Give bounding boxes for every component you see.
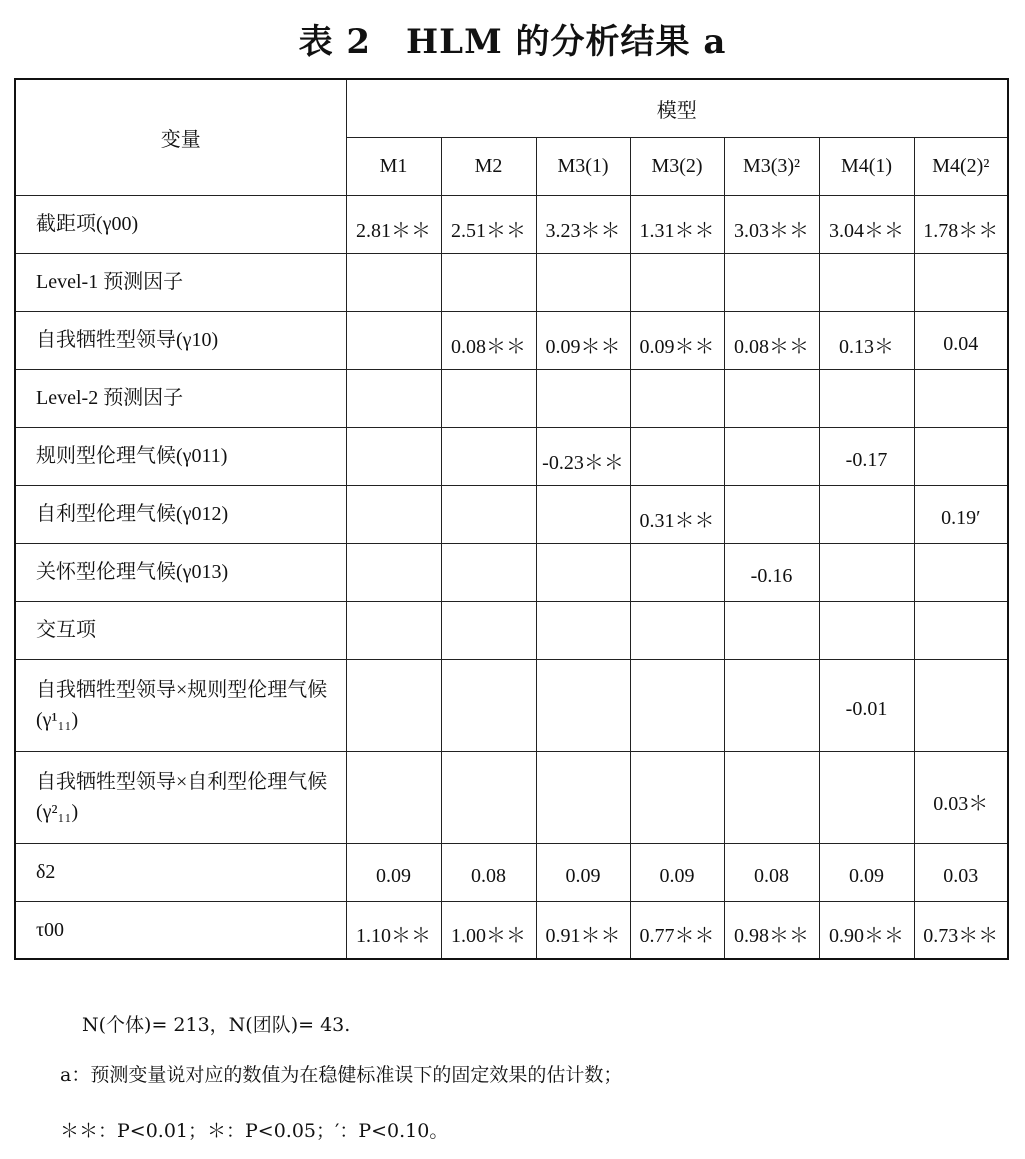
table-cell [630,195,724,253]
table-cell [346,485,441,543]
table-cell [630,843,724,901]
table-cell [724,601,819,659]
table-cell [914,369,1008,427]
table-cell [819,427,914,485]
table-cell [536,843,630,901]
cell-value: 2.81＊＊ [356,219,431,242]
table-cell [536,369,630,427]
table-cell [914,427,1008,485]
model-column-header: M3(2) [630,137,724,195]
model-column-header: M4(2)² [914,137,1008,195]
table-cell [914,543,1008,601]
footnote-significance: ＊＊：P<0.01；＊：P<0.05；′：P<0.10。 [60,1120,449,1142]
table-cell [441,659,536,751]
table-cell [914,195,1008,253]
cell-value: -0.23＊＊ [542,451,624,474]
cell-value: 1.78＊＊ [923,219,999,242]
cell-value: 0.09 [565,864,601,887]
table-cell [630,253,724,311]
table-cell [536,427,630,485]
cell-value: 0.98＊＊ [734,925,809,948]
table-row [15,543,1008,601]
model-column-header: M3(1) [536,137,630,195]
table-row [15,427,1008,485]
cell-value: 0.03＊ [933,792,989,815]
table-cell [346,369,441,427]
table-cell [914,485,1008,543]
table-cell [914,659,1008,751]
row-label: Level-2 预测因子 [15,369,346,427]
table-cell [724,253,819,311]
table-cell [346,901,441,959]
row-label: 交互项 [15,601,346,659]
cell-value: 0.08＊＊ [734,335,809,358]
cell-value: 3.23＊＊ [545,219,621,242]
cell-value: 0.91＊＊ [545,925,621,948]
table-cell [441,427,536,485]
row-label: Level-1 预测因子 [15,253,346,311]
cell-value: 0.19′ [941,506,981,529]
row-label: 自我牺牲型领导(γ10) [15,311,346,369]
table-cell [536,485,630,543]
cell-value: 0.09＊＊ [545,335,621,358]
row-label: 规则型伦理气候(γ011) [15,427,346,485]
table-cell [346,659,441,751]
model-header: 模型 [346,79,1008,137]
table-cell [536,751,630,843]
cell-value: 0.09 [659,864,695,887]
table-cell [914,253,1008,311]
cell-value: 0.03 [943,864,979,887]
table-cell [819,253,914,311]
cell-value: 0.90＊＊ [829,925,904,948]
table-cell [724,543,819,601]
row-label: 自利型伦理气候(γ012) [15,485,346,543]
table-cell [724,901,819,959]
table-cell [914,751,1008,843]
table-cell [819,543,914,601]
table-cell [536,901,630,959]
cell-value: 1.00＊＊ [451,925,526,948]
table-row [15,485,1008,543]
cell-value: 3.03＊＊ [734,219,809,242]
table-cell [441,843,536,901]
table-cell [441,253,536,311]
cell-value: 3.04＊＊ [829,219,904,242]
table-cell [441,601,536,659]
table-cell [536,311,630,369]
table-cell [630,543,724,601]
table-cell [630,369,724,427]
table-cell [914,601,1008,659]
cell-value: 0.04 [943,332,979,355]
row-label: 自我牺牲型领导×自利型伦理气候(γ²₁₁) [15,751,346,843]
table-cell [536,659,630,751]
cell-value: 0.08 [754,864,789,887]
table-cell [819,601,914,659]
cell-value: 2.51＊＊ [451,219,526,242]
table-cell [536,543,630,601]
table-cell [346,195,441,253]
table-cell [914,901,1008,959]
table-cell [441,901,536,959]
table-cell [819,195,914,253]
cell-value: -0.17 [845,448,888,471]
table-row [15,369,1008,427]
table-cell [346,751,441,843]
table-cell [536,601,630,659]
row-label: 自我牺牲型领导×规则型伦理气候(γ¹₁₁) [15,659,346,751]
cell-value: 0.09 [376,864,411,887]
model-column-header: M1 [346,137,441,195]
table-cell [346,311,441,369]
table-row [15,195,1008,253]
table-row [15,601,1008,659]
table-row [15,843,1008,901]
table-row [15,901,1008,959]
table-cell [724,843,819,901]
table-cell [441,751,536,843]
table-cell [819,843,914,901]
table-cell [536,195,630,253]
table-cell [346,253,441,311]
table-cell [819,485,914,543]
model-column-header: M4(1) [819,137,914,195]
row-label: 截距项(γ00) [15,195,346,253]
cell-value: 0.13＊ [839,335,894,358]
cell-value: 0.09 [849,864,884,887]
table-cell [346,601,441,659]
table-cell [819,901,914,959]
table-cell [346,843,441,901]
table-row [15,751,1008,843]
table-row [15,659,1008,751]
table-cell [819,751,914,843]
table-cell [630,751,724,843]
table-title: 表 2 HLM 的分析结果 a [298,22,727,62]
cell-value: 1.10＊＊ [356,925,431,948]
table-cell [441,543,536,601]
row-label: τ00 [15,901,346,959]
cell-value: -0.01 [845,697,888,720]
table-cell [724,311,819,369]
row-label: δ2 [15,843,346,901]
table-cell [630,901,724,959]
table-cell [724,485,819,543]
table-cell [914,843,1008,901]
cell-value: 0.73＊＊ [923,925,999,948]
table-cell [819,659,914,751]
table-cell [630,311,724,369]
variable-header: 变量 [15,79,346,195]
table-cell [724,195,819,253]
hlm-results-table [14,78,1009,960]
cell-value: 0.77＊＊ [639,925,715,948]
cell-value: 0.09＊＊ [639,335,715,358]
table-cell [724,369,819,427]
table-cell [346,427,441,485]
table-cell [630,601,724,659]
cell-value: 0.08＊＊ [451,335,526,358]
table-cell [914,311,1008,369]
cell-value: -0.16 [750,564,793,587]
table-row [15,253,1008,311]
model-column-header: M3(3)² [724,137,819,195]
cell-value: 0.08 [471,864,506,887]
table-cell [724,751,819,843]
table-cell [724,659,819,751]
table-cell [724,427,819,485]
cell-value: 1.31＊＊ [639,219,715,242]
model-column-header: M2 [441,137,536,195]
table-row [15,311,1008,369]
footnote-sample-size: N(个体)= 213，N(团队)= 43. [82,1014,351,1036]
table-cell [819,369,914,427]
table-cell [819,311,914,369]
table-cell [441,195,536,253]
table-cell [441,311,536,369]
table-cell [536,253,630,311]
table-cell [630,659,724,751]
table-cell [630,485,724,543]
table-cell [630,427,724,485]
cell-value: 0.31＊＊ [639,509,715,532]
row-label: 关怀型伦理气候(γ013) [15,543,346,601]
table-cell [346,543,441,601]
table-cell [441,369,536,427]
footnote-a: a：预测变量说对应的数值为在稳健标准误下的固定效果的估计数； [60,1064,623,1086]
table-cell [441,485,536,543]
